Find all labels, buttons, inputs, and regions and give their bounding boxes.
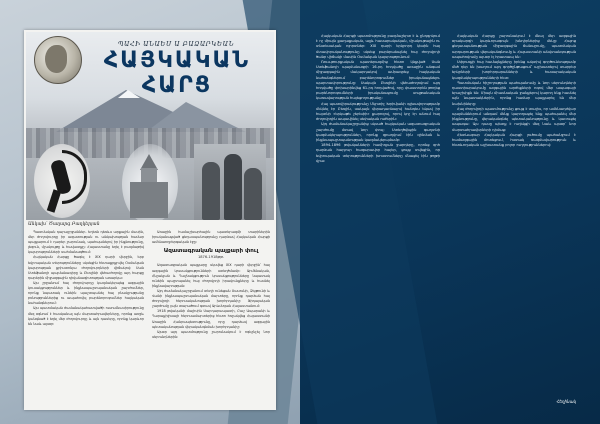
paragraph: Ազատագրական պայքարը սկսվեց XIX դարի վերջին՝ հայ ազգային կուսակցությունների ստեղծմամբ։ Արմենական, Հնչակյան և Դաշնակցություն կուսակցությունները նպատակ ունեին պաշտպանել հայ ժողովրդի իրավունքները և հասնել ինքնավարության։: [152, 263, 270, 288]
paragraph: Ռուս-թուրքական պատերազմից հետո կնքված Սան Ստեֆանոյի պայմանագրի 16-րդ հոդվածը առաջին անգամ միջազգային մակարդակով ամրագրեց հայկական նահանգներում բարենորոգումներ իրականացնելու պարտավորությունը։ Սակայն Բեռլինի վեհաժողովում այդ հոդվածը փոխարինվեց 61-րդ հոդվածով, որը փաստորեն թողեց բարենորոգումների իրականացումը սուլթանական կառավարության հայեցողությանը։: [316, 60, 440, 101]
church-drum: [141, 168, 157, 182]
coin-icon: [34, 36, 82, 84]
section-date: 1876-1918թթ.: [197, 255, 225, 260]
church-nave: [130, 182, 168, 218]
paragraph: Այսօր այդ պատմությունը շարունակում է ոգեշնչել նոր սերունդներին։: [152, 329, 270, 339]
paragraph: Այդ ժամանակաշրջանից սկսած հայկական ազատագրական շարժումը մտավ նոր փուլ։ Ստեղծվեցին գաղտնի կազմակերպություններ, որոնք զբաղվում էին զինման և ինքնապաշտպանության կազմակերպմամբ։: [316, 122, 440, 143]
paragraph: Սփյուռքի հայ համայնքները իրենց ակտիվ գործունեությամբ մեծ դեր են խաղում այդ գործընթացում՝ աշխատելով տարբեր երկրների խորհրդարանների և հասարակական կազմակերպությունների հետ։: [452, 60, 576, 80]
paragraph: Պատմական դարաշրջաններ. Եղեռն դեռևս արքային մասին, մեր ժողովուրդը իր ազատության ու անկախության համար պայքարում է դարեր շարունակ, պահպանելով իր ինքնությունը, լեզուն, մշակույթը և հավատքը։ Հայաստանը եղել է բազմաթիվ կայսրությունների սահմանագծում։: [28, 230, 144, 255]
statue-figure: [244, 168, 262, 220]
paragraph: Այդ ժամանակաշրջանում տեղի ունեցան Սասունի, Զեյթունի և Վանի ինքնապաշտպանական մարտերը, որոնք դարձան հայ ժողովրդի հերոսականության խորհրդանիշ։ Ֆիդայական շարժումը լայն տարածում գտավ Արևմտյան Հայաստանում։: [152, 288, 270, 309]
left-page-column-a: [28, 230, 144, 406]
statue-group-image: [194, 144, 266, 220]
paragraph: Հայկական Հարցը ծագել է XIX դարի վերջին, երբ եվրոպական տերությունները սկսեցին հետաքրքրվել Օսմանյան կայսրության քրիստոնյա ժողովուրդների վիճակով։ Սան Ստեֆանոյի պայմանագիրը և Բեռլինի վեհաժողովը այդ հարցը դարձրին միջազգային դիվանագիտության առարկա։: [28, 255, 144, 280]
paragraph: Առաջին համաշխարհային պատերազմի տարիներին իրականացված ցեղասպանությունը դարձավ Հայկական Հարցի ամենաողբերգական էջը։: [152, 230, 270, 245]
church-icon: [130, 154, 168, 218]
archer-icon: [34, 144, 90, 218]
left-page-column-b: [152, 230, 270, 406]
paragraph: Հայ պատվիրակությունը Մկրտիչ Խրիմյանի գլխավորությամբ մեկնել էր Բեռլին, սակայն վերադառնալով հանդես եկավ իր հայտնի «երկաթե շերեփի» քարոզով, որով կոչ էր անում հայ ժողովրդին ապավինել սեփական ուժերին։: [316, 101, 440, 122]
paragraph: 1894-1896 թվականների համիդյան ջարդերը, որոնց զոհ դարձան հարյուր հազարավոր հայեր, ցույց տվեցին, որ եվրոպական տերությունների խոստումները մնացել էին թղթի վրա։: [316, 143, 440, 163]
paragraph: Այս շրջանում հայ ժողովուրդը կազմակերպեց ազգային կուսակցություններ և ինքնապաշտպանական շարժումներ, որոնք նպատակ ունեին պաշտպանել հայ բնակչությանը բռնություններից ու ապահովել բարենորոգումներ հայկական նահանգներում։: [28, 280, 144, 306]
statue-figure: [202, 162, 220, 220]
bow-icon: [62, 150, 87, 204]
image-caption: Անկախ՝ Ծաղարգ Բաղկերյան: [28, 222, 100, 227]
author-signature: Հեղինակ: [556, 398, 576, 404]
paragraph: Հետևաբար Հայկական Հարցի լուծումը պահանջում է համազգային մոտեցում, հստակ ռազմավարություն և հետևողական աշխատանք բոլոր ուղղություններով։: [452, 132, 576, 148]
archer-leg: [47, 189, 61, 212]
paragraph: Այս պատմական ժամանակահատվածի ուսումնասիրությունը մեզ օգնում է հասկանալ այն մարտահրավերները, որոնց առջև կանգնած է եղել մեր ժողովուրդը և այն դասերը, որոնք կարևոր են նաև այսօր։: [28, 306, 144, 326]
paragraph: Հայ ժողովրդի պատմությունը ցույց է տալիս, որ ամենադժվար պայմաններում անգամ մենք կարողացել ենք պահպանել մեր ինքնությունը, վերականգնել պետականությունը և կառուցել ապագա։ Այս դասը պետք է ուղեկցի մեզ նաև այսօր՝ նոր մարտահրավերների դիմաց։: [452, 106, 576, 132]
paragraph: 1918 թվականի մայիսին Սարդարապատի, Բաշ Ապարանի և Ղարաքիլիսայի հերոսամարտերից հետո հռչակվեց Հայաստանի Առաջին Հանրապետությունը, որը դարձավ ազգային պետականության վերականգնման խորհրդանիշ։: [152, 309, 270, 329]
hero-subtitle: ՊԱՀԻ ԱՆԱԵՍ Ա ԲԱՁԱՐԿԵԱՆ: [117, 40, 235, 48]
hero-title: ՀԱՅԿԱԿԱՆ ՀԱՐՑ: [103, 48, 251, 98]
hero-collage-image: [26, 32, 274, 220]
right-page-column-b: [452, 34, 576, 410]
paragraph: Պատմական հիշողության պահպանումը և նոր սերունդների դաստիարակումը ազգային արժեքների ոգով մեր ապագայի երաշխիքն են։ Միայն միասնական ջանքերով կարող ենք հասնել այն նպատակներին, որոնց համար պայքարել են մեր նախնիները։: [452, 80, 576, 106]
paragraph: Հայկական Հարցի պատմությունը բազմաշերտ է և ընդգրկում է ոչ միայն քաղաքական, այլև հասարակական, մշակութային ու տնտեսական ոլորտներ։ XIX դարի երկրորդ կեսին հայ մտավորականությունը սկսեց բարձրաձայնել հայ ժողովրդի ծանր վիճակի մասին Օսմանյան կայսրությունում։: [316, 34, 440, 59]
coin-profile: [45, 45, 67, 73]
statue-figure: [224, 154, 242, 220]
right-page-column-a: [316, 34, 440, 410]
section-heading: Ազատագրական պայքարի փուլ: [163, 248, 259, 255]
paragraph: Հայկական Հարցը շարունակում է մնալ մեր ազգային օրակարգի կարևորագույն խնդիրներից մեկը։ Հայոց ցեղասպանության միջազգային ճանաչումը, պատմական արդարության վերականգնումը և Հայաստանի անվտանգության ապահովումը այսօր էլ հրատապ են։: [452, 34, 576, 59]
magazine-page-left: [24, 30, 276, 410]
